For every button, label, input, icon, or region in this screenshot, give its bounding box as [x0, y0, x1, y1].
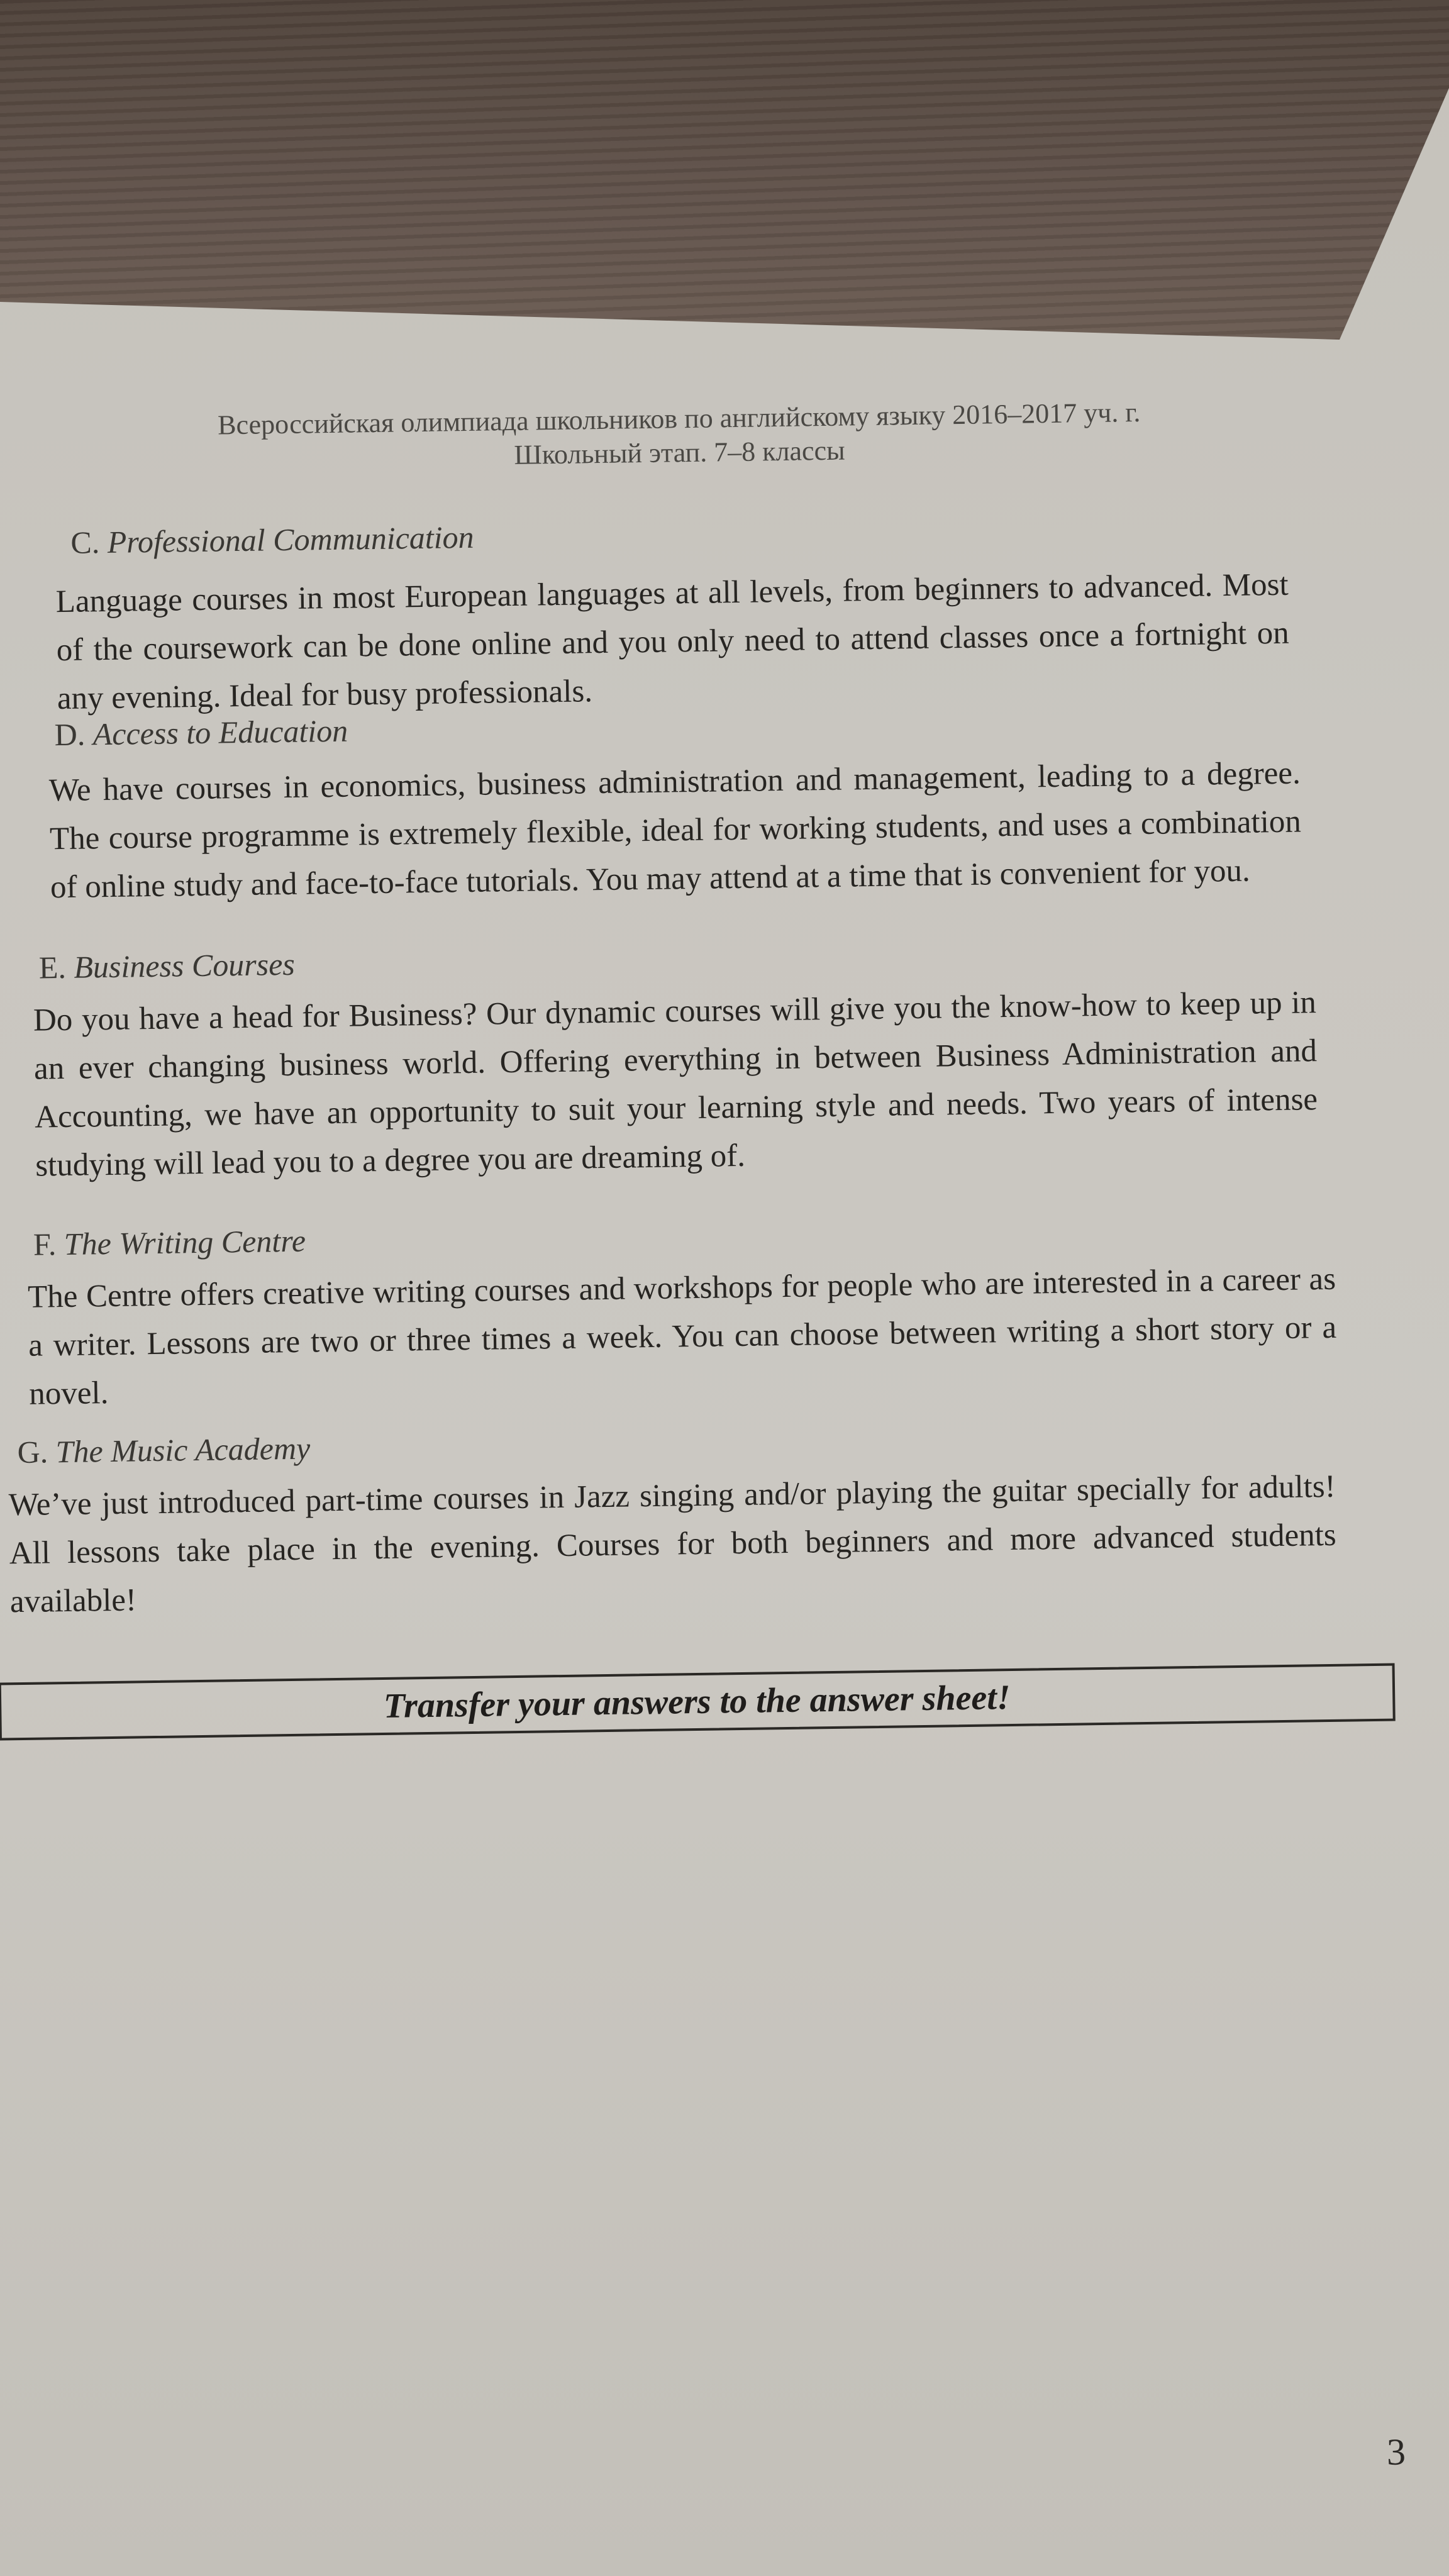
- section-letter: D.: [54, 716, 86, 753]
- header-olympiad-title: Всероссийская олимпиада школьников по английскому языку 2016–2017 уч. г.: [217, 396, 1141, 441]
- section-d-title: [54, 713, 348, 753]
- section-c-body: Language courses in most European languages at all levels, from beginners to advanced. Most of the coursework can be done online and you only need to attend classes once a fortnight on any evening. Ideal for busy professionals.: [55, 567, 1289, 717]
- section-g-title: [17, 1430, 310, 1470]
- page-number: 3: [1386, 2431, 1406, 2473]
- section-e-body: Do you have a head for Business? Our dynamic courses will give you the know-how to keep up in an ever changing business world. Offering everything in between Business Administration and Accounting, we have an opportunity to suit your learning style and needs. Two years of intense studying will lead you to a degree you are dreaming of.: [33, 985, 1318, 1184]
- transfer-answers-notice: [0, 1663, 1396, 1741]
- section-letter: G.: [17, 1434, 48, 1470]
- section-f-body: The Centre offers creative writing courses and workshops for people who are interested in a career as a writer. Lessons are two or three times a week. You can choose between writing a short story or a novel.: [27, 1261, 1337, 1412]
- header-stage-grades: Школьный этап. 7–8 классы: [514, 435, 845, 470]
- section-e-title: [38, 946, 295, 986]
- section-name: The Writing Centre: [64, 1223, 306, 1262]
- section-c-title: [70, 519, 474, 561]
- section-name: The Music Academy: [55, 1430, 311, 1470]
- section-g-body: We’ve just introduced part-time courses in Jazz singing and/or playing the guitar specially for adults! All lessons take place in the evening. Courses for both beginners and more advanced students available!: [8, 1468, 1337, 1620]
- section-letter: F.: [33, 1226, 57, 1262]
- section-letter: E.: [38, 949, 67, 985]
- notice-text: Transfer your answers to the answer sheet!: [383, 1678, 1011, 1726]
- section-letter: C.: [70, 525, 100, 560]
- section-name: Business Courses: [73, 946, 296, 985]
- section-name: Access to Education: [92, 713, 348, 752]
- section-d-body: We have courses in economics, business administration and management, leading to a degree. The course programme is extremely flexible, ideal for working students, and uses a combination of online study and face-to-face tutorials. You may attend at a time that is convenient for you.: [48, 755, 1302, 906]
- section-f-title: [33, 1223, 306, 1263]
- section-name: Professional Communication: [107, 519, 474, 560]
